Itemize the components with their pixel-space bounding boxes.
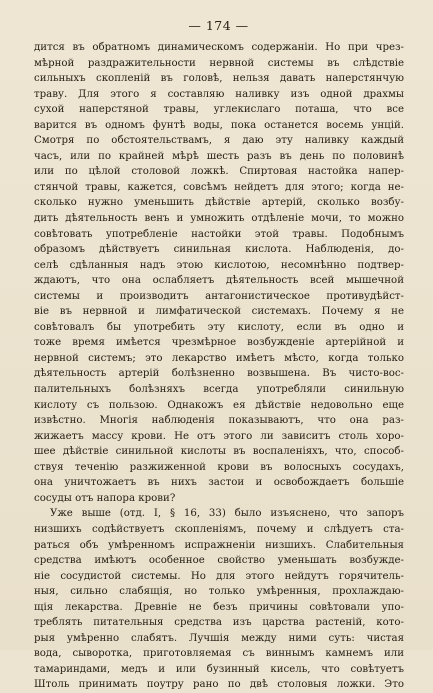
text-line: траву. Для этого я составляю наливку изъ одной драхмы — [34, 88, 404, 100]
text-line: вiе въ нервной и лимфатической системахъ. Почему я не — [34, 306, 404, 318]
text-line: или по цѣлой столовой ложкѣ. Спиртовая настойка напер- — [34, 166, 404, 178]
text-line: жижаетъ массу крови. Не отъ этого ли зависитъ столь хоро- — [34, 430, 404, 442]
text-line: она уничтожаетъ въ нихъ застои и освобождаетъ большiе — [34, 477, 404, 489]
text-line: совѣтовалъ бы употребить эту кислоту, если въ одно и — [34, 321, 404, 333]
body-text — [34, 40, 404, 693]
text-line: палительныхъ болѣзняхъ всегда употребляли синильную — [34, 384, 404, 396]
text-line: мѣрной раздражительности нервной системы въ слѣдствiе — [34, 57, 404, 69]
text-line: тамариндами, медъ и или бузинный кисель, что совѣтуетъ — [34, 663, 404, 675]
text-line: Уже выше (отд. I, § 16, 33) было изъяснено, что запоръ — [50, 508, 404, 520]
text-line: треблять питательныя средства изъ царства растенiй, кото- — [34, 617, 404, 629]
text-line: тоже время имѣется чрезмѣрное возбужденiе артерiйной и — [34, 337, 404, 349]
text-line: Смотря по обстоятельствамъ, я даю эту наливку каждый — [34, 135, 404, 147]
text-line: рыя умѣренно слабятъ. Лучшiя между ними суть: чистая — [34, 632, 404, 644]
text-line: извѣстно. Многiя наблюденiя показываютъ, что она раз- — [34, 415, 404, 427]
text-line: образомъ дѣйствуетъ синильная кислота. Наблюденiя, до- — [34, 244, 404, 256]
text-line: низшихъ содѣйствуетъ скопленiямъ, почему и слѣдуетъ ста- — [34, 523, 404, 535]
text-line: сильныхъ скопленiй въ головѣ, нельзя давать наперстянчую — [34, 73, 404, 85]
text-line: щiя лекарства. Древнiе не безъ причины совѣтовали упо- — [34, 601, 404, 613]
text-line: стянчой травы, кажется, совсѣмъ нейдетъ для этого; когда не- — [34, 181, 404, 193]
text-line: варится въ одномъ фунтѣ воды, пока останется восемь унцiй. — [34, 119, 404, 131]
text-line: дить дѣятельность венъ и умножить отдѣленiе мочи, то можно — [34, 213, 404, 225]
text-line: нервной системъ; это лекарство имѣетъ мѣсто, когда только — [34, 352, 404, 364]
text-line: шее дѣйствiе синильной кислоты въ воспаленiяхъ, что, способ- — [34, 446, 404, 458]
text-line: нiе сосудистой системы. Но для этого нейдутъ горячитель- — [34, 570, 404, 582]
text-line: совѣтовать употребленiе настойки этой травы. Подобнымъ — [34, 228, 404, 240]
text-line: кислоту съ пользою. Однакожъ ея дѣйствiе недовольно еще — [34, 399, 404, 411]
text-line: Штоль принимать поутру рано по двѣ столовыя ложки. Это — [34, 679, 404, 691]
text-line: ныя, сильно слабящiя, но только умѣренныя, прохлаждаю- — [34, 586, 404, 598]
text-line: средства имѣютъ особенное свойство уменьшать возбужде- — [34, 555, 404, 567]
text-line: ждаютъ, что она ослабляетъ дѣятельность всей мышечной — [34, 275, 404, 287]
text-line: дится въ обратномъ динамическомъ содержанiи. Но при чрез- — [34, 42, 404, 53]
text-line: раться объ умѣренномъ испражненiи низшихъ. Слабительныя — [34, 539, 404, 551]
text-line: системы и производитъ антагонистическое противудѣйст- — [34, 290, 404, 302]
text-line: сосуды отъ напора крови? — [34, 492, 176, 504]
text-line: сухой наперстяной травы, углекислаго поташа, что все — [34, 104, 404, 116]
text-line: сколько нужно уменьшить дѣйствiе артерiй, сколько возбу- — [34, 197, 404, 209]
text-line: дѣятельность артерiй болѣзненно возвышена. Въ чисто-вос- — [34, 368, 404, 380]
text-line: ствуя теченiю разжиженной крови въ волосныхъ сосудахъ, — [34, 461, 404, 473]
text-line: вода, сыворотка, приготовляемая съ виннымъ камнемъ или — [34, 648, 404, 660]
text-line: часъ, или по крайней мѣрѣ шесть разъ въ день по половинѣ — [34, 150, 404, 162]
page-number: — 174 — — [188, 18, 249, 33]
text-line: селѣ сдѣланныя надъ этою кислотою, несомнѣнно подтвер- — [34, 259, 404, 271]
